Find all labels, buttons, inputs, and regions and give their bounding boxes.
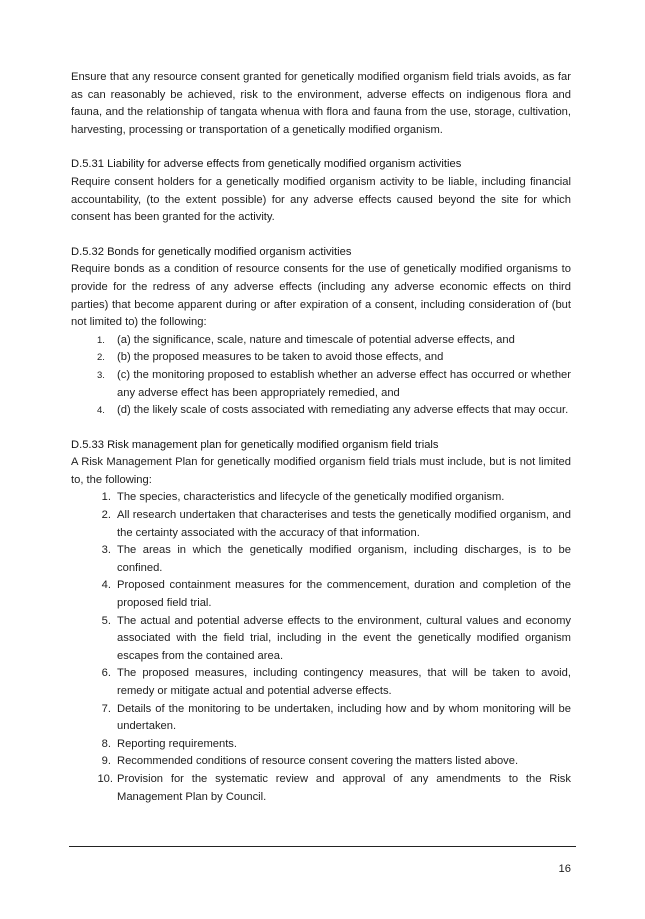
list-number: 2. xyxy=(101,509,111,522)
list-text: Details of the monitoring to be undertaken, including how and by whom monitoring will be undertaken. xyxy=(117,702,571,733)
list-number: 3. xyxy=(101,544,111,557)
list-text: (d) the likely scale of costs associated with remediating any adverse effects that may occur. xyxy=(117,404,569,417)
section-d-5-33 xyxy=(71,437,571,806)
list-item xyxy=(71,577,571,612)
list-number: 4. xyxy=(101,579,111,592)
list-text: The areas in which the genetically modified organism, including discharges, is to be confined. xyxy=(117,544,571,574)
list-item xyxy=(71,332,571,350)
section-heading: D.5.31 Liability for adverse effects from genetically modified organism activities xyxy=(71,158,462,171)
list-text: The actual and potential adverse effects to the environment, cultural values and economy associated with the field trial, including in the event the genetically modified organism escapes from the contained area. xyxy=(117,614,571,662)
list-number: 7. xyxy=(101,702,111,715)
list-number: 1. xyxy=(101,491,111,504)
list-text: (b) the proposed measures to be taken to avoid those effects, and xyxy=(117,351,444,364)
page-number: 16 xyxy=(558,863,571,875)
list-item xyxy=(71,771,571,806)
section-heading: D.5.32 Bonds for genetically modified organism activities xyxy=(71,245,352,258)
list-number: 2. xyxy=(97,352,105,364)
list-item xyxy=(71,701,571,736)
list-number: 9. xyxy=(101,755,111,768)
list-number: 6. xyxy=(101,667,111,680)
list-item xyxy=(71,349,571,367)
list-text: All research undertaken that characterises and tests the genetically modified organism, and the certainty associated with the accuracy of that information. xyxy=(117,509,571,539)
section-body: Require bonds as a condition of resource consents for the use of genetically modified organisms to provide for the redress of any adverse effects (including any adverse economic effects on third parties) that become apparent during or after expiration of a consent, including consideration of (but not limited to) the following: xyxy=(71,263,571,329)
list-item xyxy=(71,665,571,700)
section-d-5-31 xyxy=(71,156,571,226)
list-text: Proposed containment measures for the commencement, duration and completion of the proposed field trial. xyxy=(117,579,571,610)
list-text: Recommended conditions of resource consent covering the matters listed above. xyxy=(117,755,519,768)
list-item xyxy=(71,367,571,402)
risk-plan-list xyxy=(71,489,571,806)
list-item xyxy=(71,542,571,577)
page-content xyxy=(71,69,571,823)
list-item xyxy=(71,753,571,771)
list-item xyxy=(71,402,571,420)
list-text: Reporting requirements. xyxy=(117,737,238,750)
list-text: The proposed measures, including contingency measures, that will be taken to avoid, remedy or mitigate actual and potential adverse effects. xyxy=(117,667,571,697)
section-body: Require consent holders for a genetically modified organism activity to be liable, including financial accountability, (to the extent possible) for any adverse effects caused beyond the site for which consent has been granted for the activity. xyxy=(71,175,571,224)
bond-considerations-list xyxy=(71,332,571,420)
list-item xyxy=(71,736,571,754)
section-body: A Risk Management Plan for genetically modified organism field trials must include, but is not limited to, the following: xyxy=(71,456,571,486)
section-d-5-32 xyxy=(71,244,571,420)
list-number: 5. xyxy=(101,614,111,627)
list-item xyxy=(71,489,571,507)
list-item xyxy=(71,507,571,542)
list-text: (a) the significance, scale, nature and timescale of potential adverse effects, and xyxy=(117,333,515,346)
list-text: (c) the monitoring proposed to establish whether an adverse effect has occurred or whether any adverse effect has been appropriately remedied, and xyxy=(117,368,571,399)
list-text: The species, characteristics and lifecycle of the genetically modified organism. xyxy=(117,491,505,504)
intro-paragraph: Ensure that any resource consent granted for genetically modified organism field trials avoids, as far as can reasonably be achieved, risk to the environment, adverse effects on indigenous flora and fauna, and the relationship of tangata whenua with flora and fauna from the use, storage, cultivation, harvesting, processing or transportation of a genetically modified organism. xyxy=(71,71,571,136)
list-number: 4. xyxy=(97,405,105,417)
list-item xyxy=(71,613,571,666)
list-number: 3. xyxy=(97,369,105,381)
list-text: Provision for the systematic review and approval of any amendments to the Risk Management Plan by Council. xyxy=(117,772,571,803)
list-number: 8. xyxy=(101,737,111,750)
section-heading: D.5.33 Risk management plan for genetically modified organism field trials xyxy=(71,438,439,451)
list-number: 1. xyxy=(97,334,105,346)
list-number: 10. xyxy=(97,772,113,785)
footer-divider xyxy=(69,846,576,847)
